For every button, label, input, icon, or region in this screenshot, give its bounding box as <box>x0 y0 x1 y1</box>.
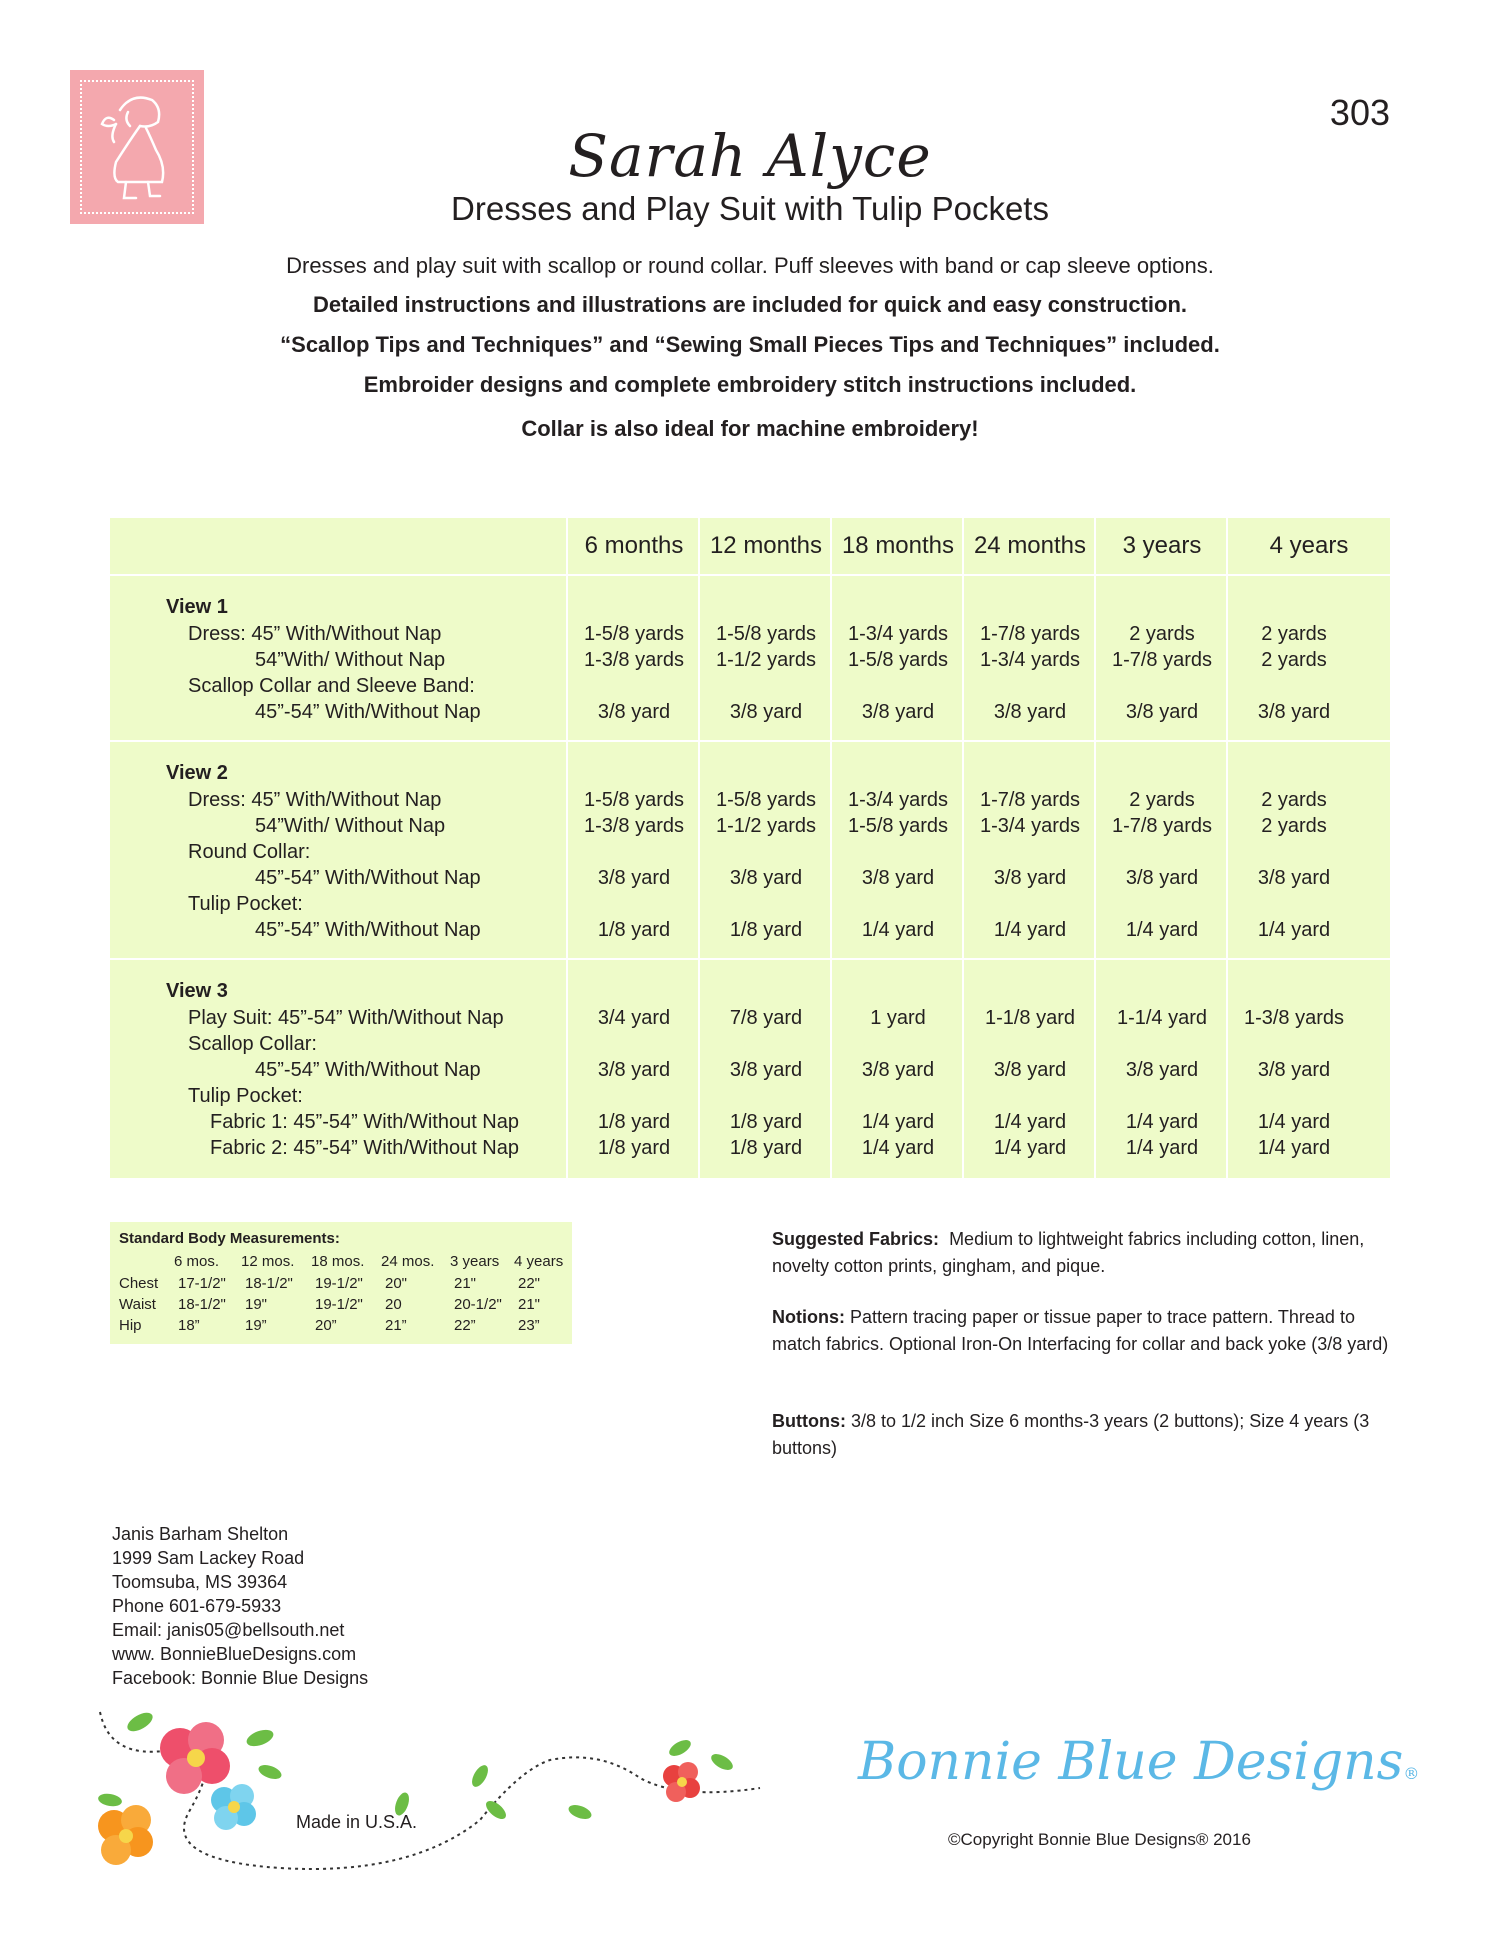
brand-name <box>858 1732 1419 1792</box>
yardage-cell: 1/4 yard <box>993 919 1067 941</box>
measurement-cell: 20-1/2" <box>454 1296 502 1313</box>
yardage-cell: 2 yards <box>1261 789 1327 811</box>
contact-address: 1999 Sam Lackey Road <box>112 1548 305 1568</box>
yardage-cell: 1-3/4 yards <box>979 649 1081 671</box>
yardage-cell: 2 yards <box>1129 789 1195 811</box>
fabric-requirement-label: Scallop Collar and Sleeve Band: <box>188 675 475 697</box>
fabric-requirement-label: 54”With/ Without Nap <box>255 815 446 837</box>
copyright-notice: ©Copyright Bonnie Blue Designs® 2016 <box>948 1830 1251 1849</box>
yardage-cell: 1-7/8 yards <box>979 623 1081 645</box>
yardage-cell: 1-7/8 yards <box>979 789 1081 811</box>
measurement-size-header: 24 mos. <box>381 1253 435 1270</box>
measurement-cell: 19” <box>245 1317 267 1334</box>
measurement-cell: 22” <box>454 1317 476 1334</box>
yardage-cell: 1-3/8 yards <box>583 815 685 837</box>
contact-facebook: Facebook: Bonnie Blue Designs <box>112 1668 369 1688</box>
flower-vine-icon <box>80 1700 780 1880</box>
yardage-cell: 1/4 yard <box>1257 919 1331 941</box>
suggested-fabrics <box>772 1226 1392 1280</box>
yardage-cell: 1/8 yard <box>597 1111 671 1133</box>
contact-email[interactable]: Email: janis05@bellsouth.net <box>112 1620 345 1640</box>
brand-name-text: Bonnie Blue Designs <box>858 1732 1404 1792</box>
yardage-cell: 3/8 yard <box>1257 1059 1331 1081</box>
yardage-cell: 1/4 yard <box>861 919 935 941</box>
orange-flower-icon <box>98 1805 153 1865</box>
yardage-cell: 3/8 yard <box>729 867 803 889</box>
yardage-cell: 1-5/8 yards <box>715 789 817 811</box>
yardage-cell: 1-7/8 yards <box>1111 649 1213 671</box>
fabric-requirement-label: 45”-54” With/Without Nap <box>255 919 481 941</box>
buttons-label: Buttons: <box>772 1411 846 1431</box>
yardage-cell: 1-5/8 yards <box>847 649 949 671</box>
measurement-cell: 22" <box>518 1275 541 1292</box>
size-column-header: 24 months <box>973 532 1087 559</box>
intro-line: “Scallop Tips and Techniques” and “Sewing Small Pieces Tips and Techniques” included. <box>280 332 1220 357</box>
view-heading: View 3 <box>166 980 228 1002</box>
size-column-header: 3 years <box>1122 532 1202 559</box>
yardage-cell: 1/4 yard <box>1125 919 1199 941</box>
yardage-cell: 1/8 yard <box>597 919 671 941</box>
fabric-requirement-label: 45”-54” With/Without Nap <box>255 867 481 889</box>
yardage-cell: 3/8 yard <box>729 701 803 723</box>
yardage-cell: 1-7/8 yards <box>1111 815 1213 837</box>
yardage-cell: 1/4 yard <box>1257 1111 1331 1133</box>
measurement-row-label: Waist <box>119 1296 156 1313</box>
fabric-requirement-label: Tulip Pocket: <box>188 893 303 915</box>
yardage-cell: 1-5/8 yards <box>583 789 685 811</box>
buttons-text: 3/8 to 1/2 inch Size 6 months-3 years (2 buttons); Size 4 years (3 buttons) <box>772 1411 1370 1458</box>
yardage-cell: 1/8 yard <box>729 1111 803 1133</box>
yardage-cell: 1/4 yard <box>993 1111 1067 1133</box>
notions-text: Pattern tracing paper or tissue paper to trace pattern. Thread to match fabrics. Optional Iron-On Interfacing for collar and back yoke (3/8 yard) <box>772 1307 1389 1354</box>
size-column-header: 4 years <box>1269 532 1349 559</box>
yardage-cell: 1-5/8 yards <box>583 623 685 645</box>
fabric-requirement-label: Scallop Collar: <box>188 1033 317 1055</box>
size-column-header: 6 months <box>584 532 684 559</box>
fabric-requirement-label: 54”With/ Without Nap <box>255 649 446 671</box>
body-measurements-title: Standard Body Measurements: <box>119 1230 340 1247</box>
fabric-requirement-label: Fabric 2: 45”-54” With/Without Nap <box>210 1137 519 1159</box>
yardage-cell: 3/8 yard <box>1125 867 1199 889</box>
fabric-requirement-label: Dress: 45” With/Without Nap <box>188 789 442 811</box>
measurement-size-header: 4 years <box>514 1253 564 1270</box>
measurement-cell: 17-1/2" <box>178 1275 226 1292</box>
yardage-cell: 1/8 yard <box>729 919 803 941</box>
yardage-cell: 1/4 yard <box>1257 1137 1331 1159</box>
yardage-cell: 3/4 yard <box>597 1007 671 1029</box>
page-number: 303 <box>1329 92 1390 133</box>
yardage-cell: 1-1/2 yards <box>715 649 817 671</box>
fabric-requirement-label: Round Collar: <box>188 841 311 863</box>
fabric-requirement-label: 45”-54” With/Without Nap <box>255 1059 481 1081</box>
view-heading: View 1 <box>166 596 228 618</box>
yardage-cell: 1/4 yard <box>1125 1111 1199 1133</box>
yardage-cell: 1/8 yard <box>729 1137 803 1159</box>
intro-line: Dresses and play suit with scallop or round collar. Puff sleeves with band or cap sleeve options. <box>286 253 1214 278</box>
yardage-cell: 3/8 yard <box>1125 701 1199 723</box>
measurement-cell: 18-1/2" <box>245 1275 293 1292</box>
fabric-requirement-label: Play Suit: 45”-54” With/Without Nap <box>188 1007 504 1029</box>
brand-registered-mark: ® <box>1403 1764 1420 1783</box>
pink-flower-icon <box>160 1722 230 1794</box>
contact-name: Janis Barham Shelton <box>112 1524 289 1544</box>
yardage-cell: 1-3/8 yards <box>583 649 685 671</box>
yardage-cell: 1/4 yard <box>1125 1137 1199 1159</box>
intro-line: Detailed instructions and illustrations are included for quick and easy construction. <box>312 292 1188 317</box>
yardage-cell: 1/4 yard <box>861 1111 935 1133</box>
pattern-script-title: Sarah Alyce <box>568 122 932 190</box>
measurement-cell: 19" <box>245 1296 268 1313</box>
measurement-cell: 23” <box>518 1317 540 1334</box>
measurement-row-label: Hip <box>119 1317 142 1334</box>
fabric-requirement-label: 45”-54” With/Without Nap <box>255 701 481 723</box>
measurement-size-header: 3 years <box>450 1253 500 1270</box>
yardage-cell: 1-3/4 yards <box>979 815 1081 837</box>
intro-line: Collar is also ideal for machine embroidery! <box>521 416 979 441</box>
measurement-cell: 20” <box>315 1317 337 1334</box>
measurement-cell: 18-1/2" <box>178 1296 226 1313</box>
measurement-cell: 19-1/2" <box>315 1296 363 1313</box>
fabric-requirement-label: Fabric 1: 45”-54” With/Without Nap <box>210 1111 519 1133</box>
buttons-info <box>772 1408 1392 1462</box>
yardage-cell: 3/8 yard <box>729 1059 803 1081</box>
yardage-cell: 1-1/4 yard <box>1116 1007 1208 1029</box>
yardage-cell: 1/4 yard <box>993 1137 1067 1159</box>
contact-phone: Phone 601-679-5933 <box>112 1596 282 1616</box>
yardage-cell: 2 yards <box>1261 815 1327 837</box>
contact-city: Toomsuba, MS 39364 <box>112 1572 288 1592</box>
yardage-cell: 3/8 yard <box>993 701 1067 723</box>
yardage-cell: 3/8 yard <box>993 867 1067 889</box>
red-flower-icon <box>663 1762 700 1802</box>
yardage-cell: 1-3/4 yards <box>847 623 949 645</box>
yardage-cell: 1-1/2 yards <box>715 815 817 837</box>
yardage-cell: 1/8 yard <box>597 1137 671 1159</box>
yardage-cell: 1-5/8 yards <box>715 623 817 645</box>
measurement-cell: 20" <box>385 1275 408 1292</box>
yardage-cell: 3/8 yard <box>861 1059 935 1081</box>
fabrics-label: Suggested Fabrics: <box>772 1229 940 1249</box>
blue-flower-icon <box>211 1784 256 1830</box>
measurement-cell: 18” <box>178 1317 200 1334</box>
yardage-cell: 3/8 yard <box>861 701 935 723</box>
size-column-header: 18 months <box>841 532 955 559</box>
yardage-cell: 3/8 yard <box>993 1059 1067 1081</box>
measurement-cell: 19-1/2" <box>315 1275 363 1292</box>
yardage-cell: 1-3/4 yards <box>847 789 949 811</box>
yardage-cell: 3/8 yard <box>1125 1059 1199 1081</box>
notions-label: Notions: <box>772 1307 845 1327</box>
yardage-cell: 2 yards <box>1261 649 1327 671</box>
yardage-cell: 3/8 yard <box>597 701 671 723</box>
fabrics-text: Medium to lightweight fabrics including cotton, linen, novelty cotton prints, gingham, and pique. <box>772 1229 1365 1276</box>
measurement-cell: 21” <box>385 1317 407 1334</box>
measurement-cell: 20 <box>385 1296 402 1313</box>
yardage-cell: 1-5/8 yards <box>847 815 949 837</box>
yardage-cell: 1/4 yard <box>861 1137 935 1159</box>
yardage-cell: 7/8 yard <box>729 1007 803 1029</box>
measurement-cell: 21" <box>518 1296 541 1313</box>
yardage-cell: 3/8 yard <box>597 1059 671 1081</box>
intro-line: Embroider designs and complete embroidery stitch instructions included. <box>363 372 1137 397</box>
view-heading: View 2 <box>166 762 228 784</box>
yardage-cell: 1 yard <box>870 1007 926 1029</box>
yardage-cell: 3/8 yard <box>861 867 935 889</box>
made-in-usa: Made in U.S.A. <box>296 1812 418 1832</box>
fabric-requirement-label: Dress: 45” With/Without Nap <box>188 623 442 645</box>
measurement-row-label: Chest <box>119 1275 159 1292</box>
yardage-cell: 3/8 yard <box>1257 867 1331 889</box>
contact-website[interactable]: www. BonnieBlueDesigns.com <box>112 1644 357 1664</box>
yardage-cell: 1-1/8 yard <box>984 1007 1076 1029</box>
measurement-size-header: 6 mos. <box>174 1253 220 1270</box>
size-column-header: 12 months <box>709 532 823 559</box>
body-measurements-table <box>110 1222 572 1344</box>
yardage-cell: 1-3/8 yards <box>1243 1007 1345 1029</box>
yardage-table <box>110 518 1390 1178</box>
measurement-size-header: 12 mos. <box>241 1253 295 1270</box>
measurement-size-header: 18 mos. <box>311 1253 365 1270</box>
yardage-cell: 3/8 yard <box>1257 701 1331 723</box>
pattern-subtitle: Dresses and Play Suit with Tulip Pockets <box>451 190 1049 227</box>
yardage-cell: 2 yards <box>1129 623 1195 645</box>
yardage-cell: 3/8 yard <box>597 867 671 889</box>
measurement-cell: 21" <box>454 1275 477 1292</box>
yardage-cell: 2 yards <box>1261 623 1327 645</box>
fabric-requirement-label: Tulip Pocket: <box>188 1085 303 1107</box>
notions <box>772 1304 1392 1358</box>
